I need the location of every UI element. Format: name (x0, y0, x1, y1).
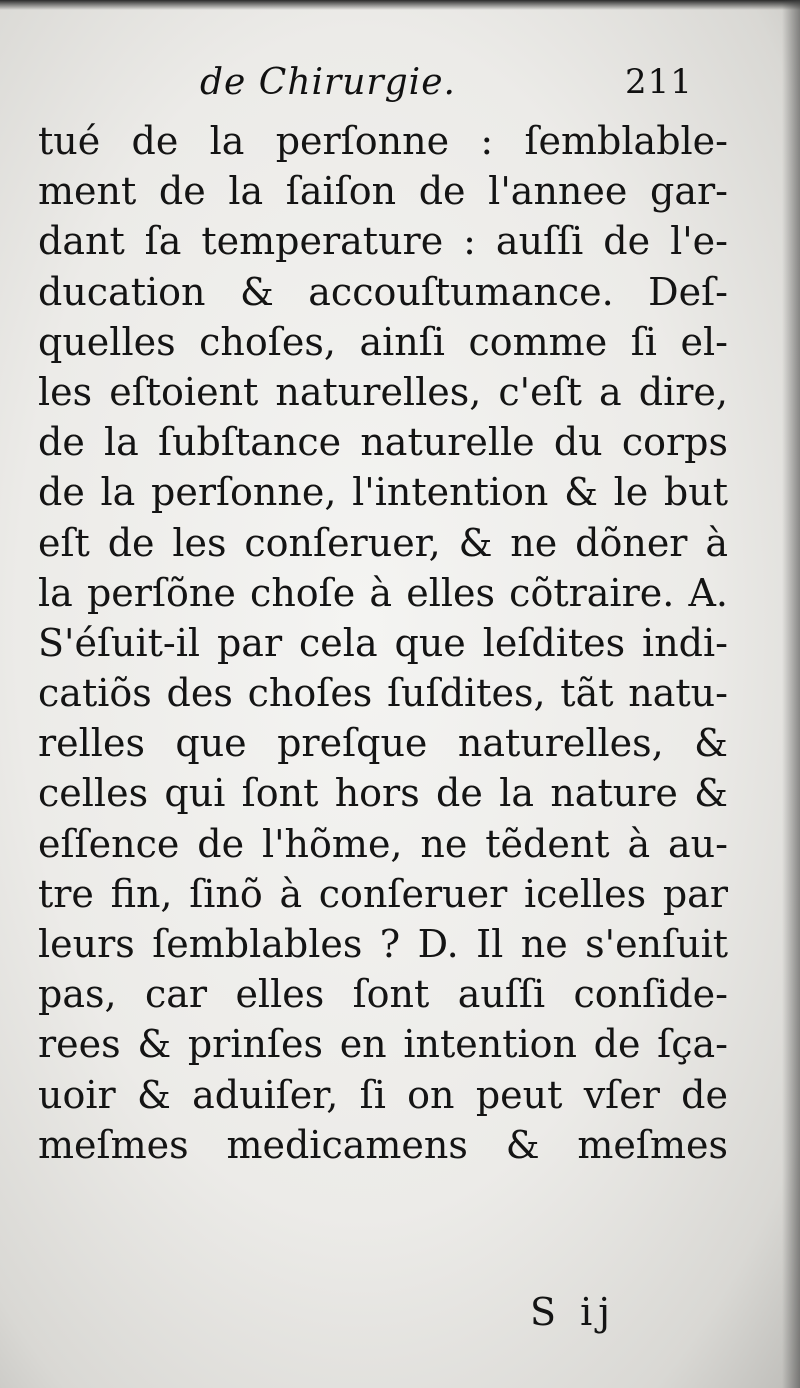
text-line: tué de la perſonne : ſemblable- (38, 119, 728, 163)
running-title: de Chirurgie. (200, 62, 456, 103)
scan-top-edge (0, 0, 800, 10)
text-line: quelles choſes, ainſi comme ſi el- (38, 319, 728, 364)
text-line: uoir & aduiſer, ſi on peut vſer de (38, 1072, 728, 1117)
signature-mark: S ij (530, 1290, 617, 1334)
text-line: eſt de les conſeruer, & ne dõner à (38, 520, 728, 565)
text-line: pas, car elles ſont auſſi conſide- (38, 972, 728, 1017)
text-line: ducation & accouſtumance. Deſ- (38, 269, 728, 314)
text-line: eſſence de l'hõme, ne tẽdent à au- (38, 821, 728, 866)
text-line: de la ſubſtance naturelle du corps (38, 420, 728, 465)
text-line: S'éſuit-il par cela que leſdites indi- (38, 620, 728, 665)
body-text (38, 116, 728, 1170)
text-line: catiõs des choſes ſuſdites, tãt natu- (38, 671, 728, 716)
text-line: dant ſa temperature : auſſi de l'e- (38, 219, 728, 264)
text-line: ment de la ſaiſon de l'annee gar- (38, 169, 728, 214)
text-line: leurs ſemblables ? D. Il ne s'enſuit (38, 922, 728, 966)
text-line: relles que preſque naturelles, & (38, 721, 728, 766)
page-number: 211 (625, 62, 693, 102)
text-line: meſmes medicamens & meſmes (38, 1122, 728, 1167)
text-line: la perſõne choſe à elles cõtraire. A. (38, 570, 728, 615)
text-line: celles qui ſont hors de la nature & (38, 771, 728, 816)
text-line: tre fin, ſinõ à conſeruer icelles par (38, 871, 728, 916)
page-header (0, 62, 800, 112)
text-line: rees & prinſes en intention de ſça- (38, 1022, 728, 1067)
text-line: de la perſonne, l'intention & le but (38, 470, 728, 515)
scan-right-edge (782, 0, 800, 1388)
text-line: les eſtoient naturelles, c'eſt a dire, (38, 369, 728, 414)
